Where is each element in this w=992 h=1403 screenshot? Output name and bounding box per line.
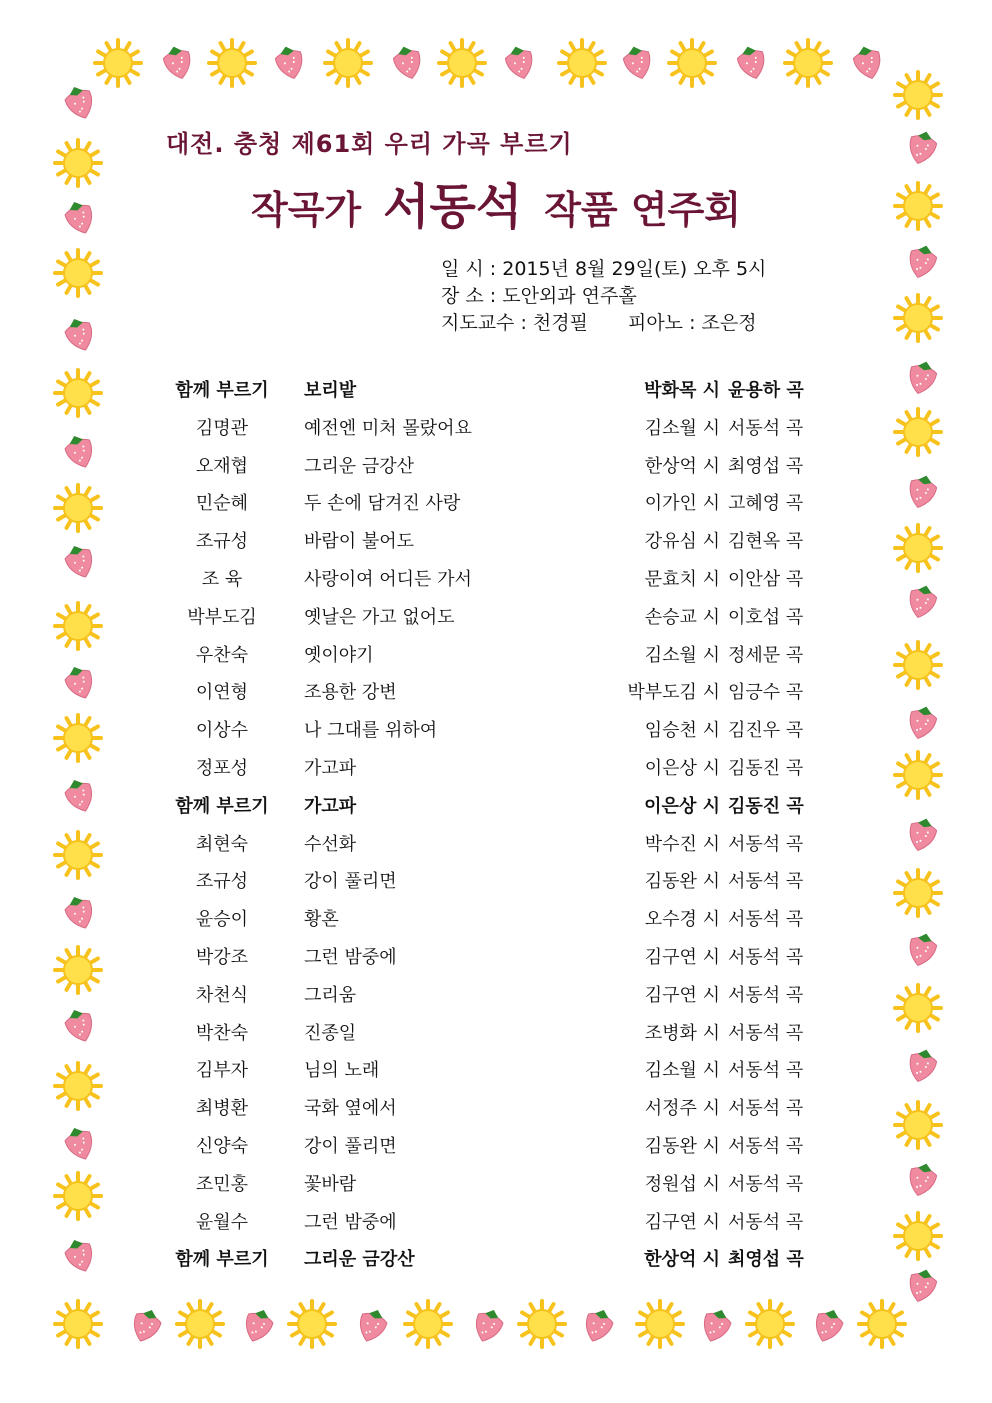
lyricist-credit: 박부도김 시	[627, 682, 720, 704]
song-title: 수선화	[304, 833, 357, 855]
lyricist-credit: 박수진 시	[644, 833, 720, 855]
performer-name: 신양숙	[195, 1135, 249, 1157]
composer-credit: 최영섭 곡	[728, 1249, 804, 1271]
strawberry-icon	[621, 43, 655, 82]
program-row	[0, 633, 992, 671]
song-title: 가고파	[304, 795, 357, 817]
strawberry-icon	[580, 1306, 616, 1346]
sun-icon	[559, 40, 605, 86]
strawberry-icon	[354, 1306, 390, 1346]
performer-name: 이연형	[195, 682, 249, 704]
lyricist-credit: 이가인 시	[644, 493, 720, 515]
program-row	[0, 1162, 992, 1200]
composer-credit: 김동진 곡	[728, 795, 804, 817]
sun-icon	[859, 1301, 905, 1347]
performer-name: 윤월수	[195, 1211, 249, 1233]
composer-name: 서동석	[383, 179, 523, 235]
lyricist-credit: 김구연 시	[644, 946, 720, 968]
composer-credit: 이안삼 곡	[728, 568, 804, 590]
song-title: 그리운 금강산	[304, 1249, 415, 1271]
sun-icon	[669, 40, 715, 86]
lyricist-credit: 김구연 시	[644, 984, 720, 1006]
lyricist-credit: 이은상 시	[644, 795, 720, 817]
strawberry-icon	[698, 1306, 734, 1346]
lyricist-credit: 조병화 시	[644, 1022, 720, 1044]
song-title: 국화 옆에서	[304, 1098, 397, 1120]
concert-title	[0, 168, 992, 237]
performer-name: 함께 부르기	[175, 1249, 269, 1271]
strawberry-icon	[470, 1306, 506, 1346]
composer-credit: 임긍수 곡	[728, 682, 804, 704]
program-row	[0, 481, 992, 519]
performer-name: 정포성	[195, 757, 249, 779]
lyricist-credit: 김구연 시	[644, 1211, 720, 1233]
lyricist-credit: 임승천 시	[644, 720, 720, 742]
composer-credit: 서동석 곡	[728, 984, 804, 1006]
lyricist-credit: 오수경 시	[644, 909, 720, 931]
composer-credit: 서동석 곡	[728, 946, 804, 968]
song-title: 사랑이여 어디든 가서	[304, 568, 472, 590]
performer-name: 오재협	[195, 455, 249, 477]
concert-info	[441, 256, 766, 337]
composer-credit: 서동석 곡	[728, 417, 804, 439]
performer-name: 조규성	[195, 531, 249, 553]
song-title: 그리움	[304, 984, 357, 1006]
composer-credit: 이호섭 곡	[728, 606, 804, 628]
lyricist-credit: 정원섭 시	[644, 1173, 720, 1195]
program-row	[0, 935, 992, 973]
sun-icon	[747, 1301, 793, 1347]
song-title: 님의 노래	[304, 1060, 380, 1082]
composer-credit: 윤용하 곡	[728, 380, 804, 401]
performer-name: 차천식	[195, 984, 249, 1006]
composer-credit: 서동석 곡	[728, 1135, 804, 1157]
composer-credit: 서동석 곡	[728, 909, 804, 931]
title-suffix: 작품 연주회	[544, 188, 741, 232]
composer-credit: 서동석 곡	[728, 871, 804, 893]
sun-icon	[895, 295, 941, 341]
composer-credit: 김현옥 곡	[728, 531, 804, 553]
program-row	[0, 1086, 992, 1124]
lyricist-credit: 한상억 시	[644, 1249, 720, 1271]
composer-credit: 서동석 곡	[728, 1022, 804, 1044]
sun-icon	[289, 1301, 335, 1347]
song-title: 옛날은 가고 없어도	[304, 606, 455, 628]
info-staff	[441, 310, 766, 337]
performer-name: 박찬숙	[195, 1022, 249, 1044]
song-title: 황혼	[304, 909, 339, 931]
info-datetime: 일 시 : 2015년 8월 29일(토) 오후 5시	[441, 258, 767, 280]
composer-credit: 고혜영 곡	[728, 493, 804, 515]
program-row	[0, 557, 992, 595]
program-row	[0, 670, 992, 708]
composer-credit: 김진우 곡	[728, 720, 804, 742]
performer-name: 조규성	[195, 871, 249, 893]
sun-icon	[177, 1301, 223, 1347]
composer-credit: 서동석 곡	[728, 1098, 804, 1120]
composer-credit: 서동석 곡	[728, 1211, 804, 1233]
lyricist-credit: 문효치 시	[644, 568, 720, 590]
program-row	[0, 897, 992, 935]
composer-credit: 김동진 곡	[728, 757, 804, 779]
song-title: 그리운 금강산	[304, 455, 415, 477]
strawberry-icon	[161, 43, 195, 82]
lyricist-credit: 김소월 시	[644, 417, 720, 439]
info-professor: 지도교수 : 천경필	[441, 312, 588, 334]
song-title: 두 손에 담겨진 사랑	[304, 493, 461, 515]
song-title: 진종일	[304, 1022, 357, 1044]
lyricist-credit: 김소월 시	[644, 644, 720, 666]
strawberry-icon	[503, 43, 537, 82]
program-row	[0, 1011, 992, 1049]
composer-credit: 서동석 곡	[728, 1173, 804, 1195]
strawberry-icon	[240, 1306, 276, 1346]
performer-name: 최현숙	[195, 833, 249, 855]
song-title: 강이 풀리면	[304, 1135, 397, 1157]
sun-icon	[519, 1301, 565, 1347]
sun-icon	[55, 250, 101, 296]
strawberry-icon	[905, 128, 939, 167]
program-row	[0, 444, 992, 482]
sun-icon	[325, 40, 371, 86]
performer-name: 우찬숙	[195, 644, 249, 666]
lyricist-credit: 한상억 시	[644, 455, 720, 477]
strawberry-icon	[273, 43, 307, 82]
sun-icon	[785, 40, 831, 86]
sun-icon	[637, 1301, 683, 1347]
program-row	[0, 519, 992, 557]
strawberry-icon	[62, 315, 98, 355]
strawberry-icon	[905, 242, 939, 281]
program-row	[0, 1048, 992, 1086]
sun-icon	[895, 72, 941, 118]
sun-icon	[209, 40, 255, 86]
performer-name: 함께 부르기	[175, 380, 269, 401]
performer-name: 김부자	[195, 1060, 249, 1082]
program-row	[0, 746, 992, 784]
program-row	[0, 859, 992, 897]
program-list	[0, 368, 992, 1275]
composer-credit: 서동석 곡	[728, 833, 804, 855]
program-row	[0, 973, 992, 1011]
song-title: 그런 밤중에	[304, 946, 397, 968]
strawberry-icon	[128, 1306, 164, 1346]
composer-credit: 최영섭 곡	[728, 455, 804, 477]
performer-name: 최병환	[195, 1098, 249, 1120]
performer-name: 이상수	[195, 720, 249, 742]
composer-credit: 서동석 곡	[728, 1060, 804, 1082]
strawberry-icon	[851, 43, 885, 82]
strawberry-icon	[391, 43, 425, 82]
lyricist-credit: 강유심 시	[644, 531, 720, 553]
song-title: 옛이야기	[304, 644, 374, 666]
title-prefix: 작곡가	[250, 188, 362, 232]
sun-icon	[55, 1301, 101, 1347]
program-row	[0, 1200, 992, 1238]
performer-name: 박강조	[195, 946, 249, 968]
lyricist-credit: 손승교 시	[644, 606, 720, 628]
program-row	[0, 1237, 992, 1275]
info-piano: 피아노 : 조은정	[627, 312, 757, 334]
song-title: 가고파	[304, 757, 357, 779]
lyricist-credit: 박화목 시	[644, 380, 720, 401]
program-row	[0, 822, 992, 860]
lyricist-credit: 김소월 시	[644, 1060, 720, 1082]
lyricist-credit: 서정주 시	[644, 1098, 720, 1120]
performer-name: 조민홍	[195, 1173, 249, 1195]
sun-icon	[95, 40, 141, 86]
song-title: 바람이 불어도	[304, 531, 415, 553]
performer-name: 함께 부르기	[175, 795, 269, 817]
composer-credit: 정세문 곡	[728, 644, 804, 666]
song-title: 나 그대를 위하여	[304, 720, 438, 742]
song-title: 강이 풀리면	[304, 871, 397, 893]
lyricist-credit: 김동완 시	[644, 871, 720, 893]
song-title: 예전엔 미처 몰랐어요	[304, 417, 472, 439]
performer-name: 김명관	[195, 417, 249, 439]
song-title: 꽃바람	[304, 1173, 357, 1195]
program-row	[0, 368, 992, 406]
song-title: 그런 밤중에	[304, 1211, 397, 1233]
concert-subtitle: 대전. 충청 제61회 우리 가곡 부르기	[166, 130, 573, 158]
program-row	[0, 595, 992, 633]
sun-icon	[405, 1301, 451, 1347]
lyricist-credit: 김동완 시	[644, 1135, 720, 1157]
program-row	[0, 1124, 992, 1162]
program-row	[0, 406, 992, 444]
program-row	[0, 708, 992, 746]
performer-name: 박부도김	[187, 606, 257, 628]
strawberry-icon	[735, 43, 769, 82]
performer-name: 윤승이	[195, 909, 249, 931]
lyricist-credit: 이은상 시	[644, 757, 720, 779]
strawberry-icon	[62, 83, 98, 123]
performer-name: 민순혜	[195, 493, 249, 515]
sun-icon	[439, 40, 485, 86]
song-title: 조용한 강변	[304, 682, 397, 704]
performer-name: 조 육	[201, 568, 243, 590]
song-title: 보리밭	[304, 380, 357, 401]
strawberry-icon	[810, 1306, 846, 1346]
program-row	[0, 784, 992, 822]
info-venue: 장 소 : 도안외과 연주홀	[441, 285, 637, 307]
